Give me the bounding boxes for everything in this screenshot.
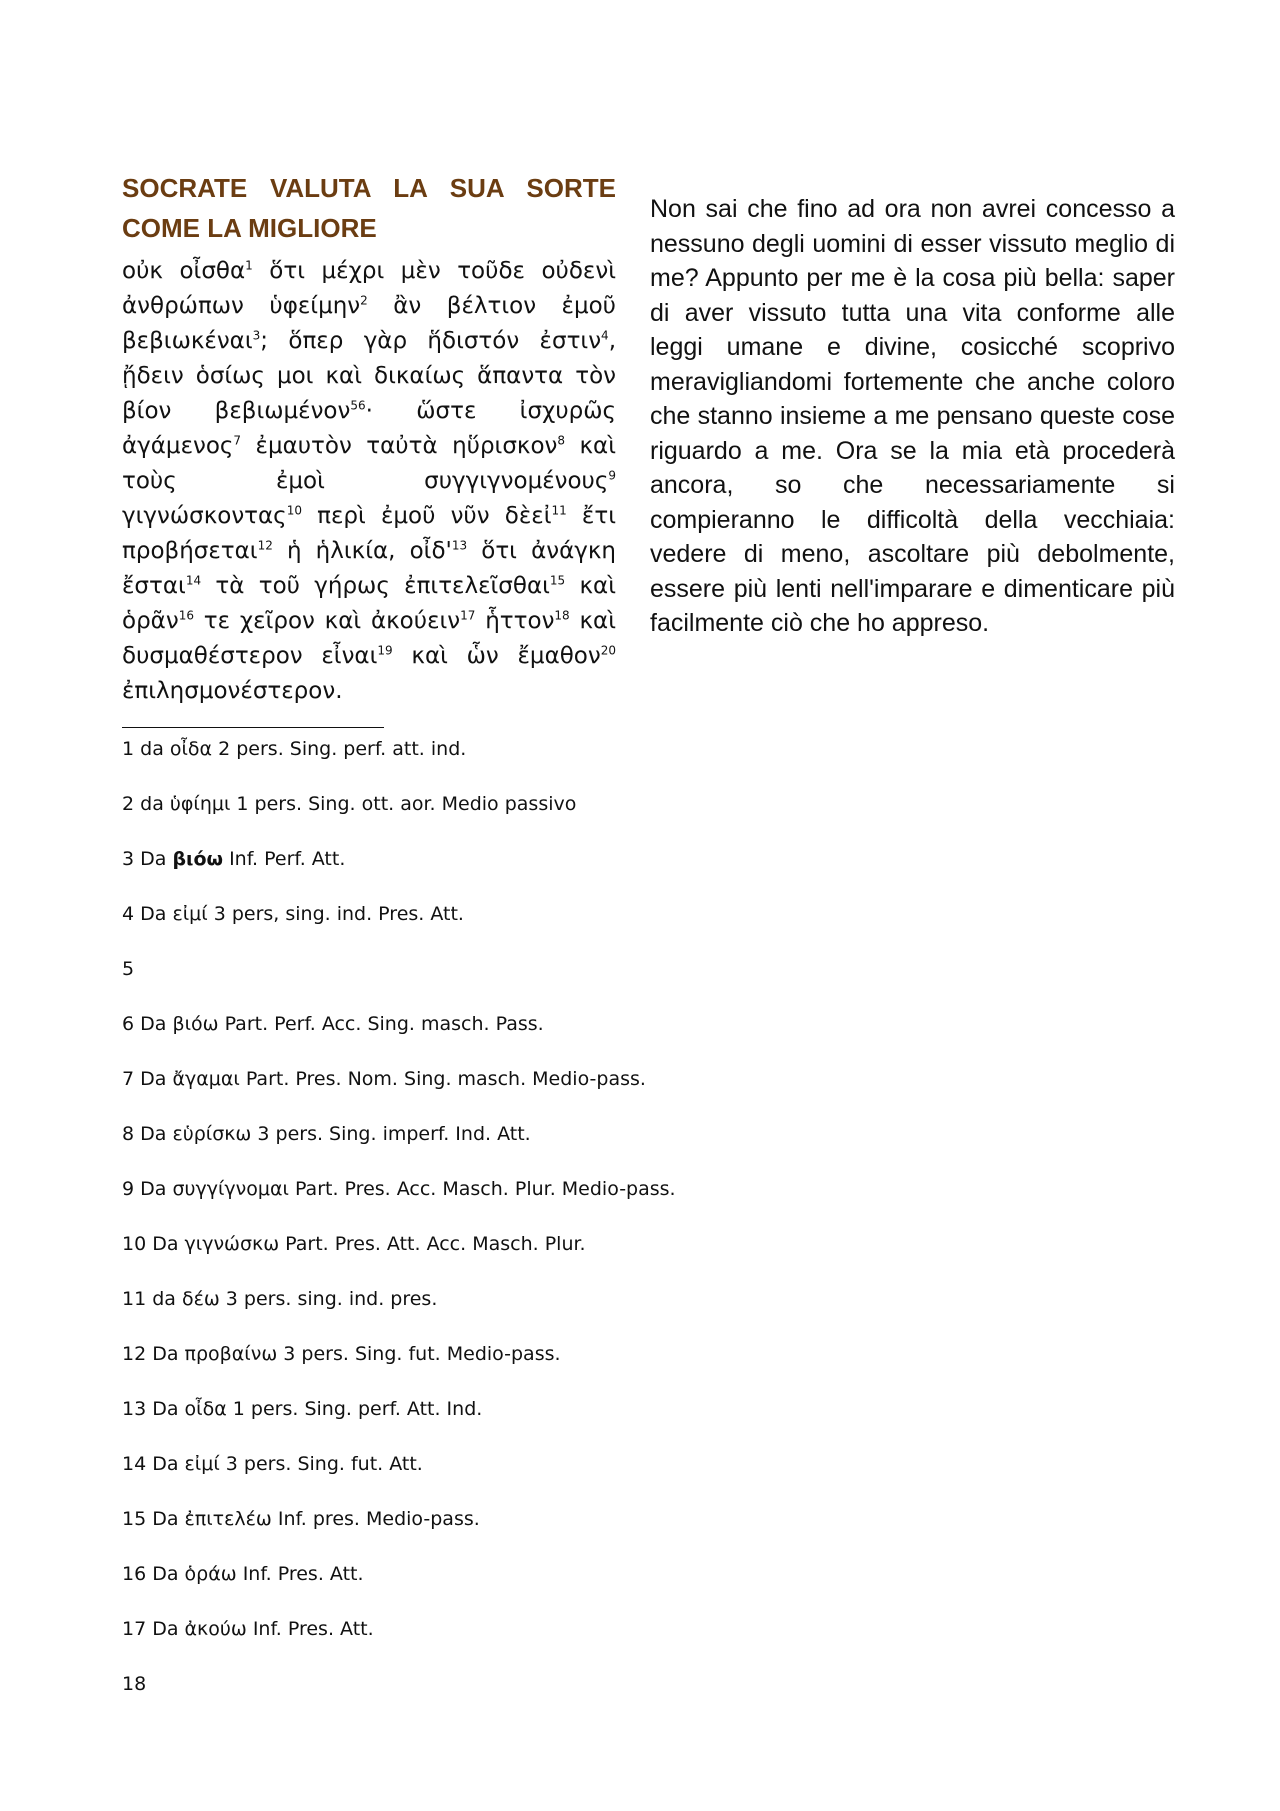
footnote-item: 16 Da ὁράω Inf. Pres. Att. xyxy=(122,1563,364,1585)
greek-segment: ἐπιλησμονέστερον. xyxy=(122,678,343,704)
footnote-item: 6 Da βιόω Part. Perf. Acc. Sing. masch. Pass. xyxy=(122,1013,544,1035)
footnote-separator xyxy=(122,727,384,728)
footnote-marker: 14 xyxy=(185,573,202,588)
greek-segment: ὅτι μέχρι μὲν τοῦδε οὐδενὶ ἀνθρώπων ὑφείμην xyxy=(122,258,616,319)
footnote-marker: 56 xyxy=(350,398,366,413)
greek-column xyxy=(122,168,616,709)
footnote-marker: 2 xyxy=(360,293,368,308)
footnote-item: 10 Da γιγνώσκω Part. Pres. Att. Acc. Masch. Plur. xyxy=(122,1233,586,1255)
footnote-bold-term: βιόω xyxy=(172,848,224,870)
footnote-item: 11 da δέω 3 pers. sing. ind. pres. xyxy=(122,1288,438,1310)
greek-segment: γιγνώσκοντας xyxy=(122,503,287,529)
greek-text xyxy=(122,254,616,709)
footnote-item: 12 Da προβαίνω 3 pers. Sing. fut. Medio-pass. xyxy=(122,1343,561,1365)
footnote-marker: 13 xyxy=(451,538,468,553)
greek-segment: · ὥστε ἰσχυρῶς ἀγάμενος xyxy=(122,398,616,459)
footnote-marker: 10 xyxy=(286,503,302,518)
footnote-item: 18 xyxy=(122,1673,147,1695)
footnote-item: 17 Da ἀκούω Inf. Pres. Att. xyxy=(122,1618,374,1640)
greek-segment: καὶ δυσμαθέστερον εἶναι xyxy=(122,608,617,669)
greek-segment: ἡ ἡλικία, οἶδ' xyxy=(272,538,452,564)
footnote-prefix: 3 Da xyxy=(122,848,173,870)
greek-segment: ἔτι προβήσεται xyxy=(122,503,616,564)
footnote-marker: 19 xyxy=(377,643,393,658)
greek-segment: τὰ τοῦ γήρως ἐπιτελεῖσθαι xyxy=(201,573,550,599)
greek-segment: καὶ τοὺς ἐμοὶ συγγιγνομένους xyxy=(122,433,616,494)
footnote-marker: 18 xyxy=(554,608,570,623)
italian-translation: Non sai che fino ad ora non avrei concesso a nessuno degli uomini di esser vissuto meglio di me? Appunto per me è la cosa più bella: saper di aver vissuto tutta una vita conforme alle leggi umane e divine, cosicché scoprivo meravigliandomi fortemente che anche coloro che stanno insieme a me pensano queste cose riguardo a me. Ora se la mia età procederà ancora, so che necessariamente si compieranno le difficoltà della vecchiaia: vedere di meno, ascoltare più debolmente, essere più lenti nell'imparare e dimenticare più facilmente ciò che ho appreso. xyxy=(650,195,1175,637)
footnote-marker: 7 xyxy=(233,433,242,448)
footnote-item xyxy=(122,842,1172,897)
greek-segment: οὐκ οἶσθα xyxy=(122,258,246,284)
footnote-item: 13 Da οἶδα 1 pers. Sing. perf. Att. Ind. xyxy=(122,1398,483,1420)
footnote-item: 5 xyxy=(122,958,135,980)
footnote-marker: 12 xyxy=(257,538,273,553)
footnote-marker: 4 xyxy=(601,328,609,343)
footnote-item: 1 da οἶδα 2 pers. Sing. perf. att. ind. xyxy=(122,738,467,760)
italian-column xyxy=(650,192,1175,641)
greek-segment: καὶ ὧν ἔμαθον xyxy=(392,643,601,669)
footnote-item: 4 Da εἰμί 3 pers, sing. ind. Pres. Att. xyxy=(122,903,464,925)
footnote-marker: 9 xyxy=(608,468,616,483)
greek-segment: ; ὅπερ γὰρ ἥδιστόν ἐστιν xyxy=(260,328,602,354)
footnote-marker: 11 xyxy=(551,503,567,518)
greek-segment: περὶ ἐμοῦ νῦν δὲεἰ xyxy=(301,503,552,529)
footnote-marker: 3 xyxy=(252,328,261,343)
greek-segment: ἂν βέλτιον ἐμοῦ βεβιωκέναι xyxy=(122,293,616,354)
footnote-marker: 15 xyxy=(549,573,566,588)
footnote-suffix: Inf. Perf. Att. xyxy=(223,848,346,870)
footnote-marker: 16 xyxy=(178,608,194,623)
footnote-item: 15 Da ἐπιτελέω Inf. pres. Medio-pass. xyxy=(122,1508,480,1530)
footnote-item: 9 Da συγγίγνομαι Part. Pres. Acc. Masch. Plur. Medio-pass. xyxy=(122,1178,676,1200)
footnote-marker: 17 xyxy=(460,608,476,623)
greek-segment: τε χεῖρον καὶ ἀκούειν xyxy=(193,608,461,634)
footnote-marker: 8 xyxy=(557,433,566,448)
footnote-item: 14 Da εἰμί 3 pers. Sing. fut. Att. xyxy=(122,1453,423,1475)
footnote-marker: 20 xyxy=(600,643,616,658)
greek-segment: ὅτι ἀνάγκη ἔσται xyxy=(122,538,616,599)
greek-segment: , ᾔδειν ὁσίως μοι καὶ δικαίως ἅπαντα τὸν βίον βεβιωμένον xyxy=(122,328,616,424)
footnote-item: 8 Da εὑρίσκω 3 pers. Sing. imperf. Ind. Att. xyxy=(122,1123,531,1145)
footnote-marker: 1 xyxy=(245,258,253,273)
greek-segment: ἐμαυτὸν ταὐτὰ ηὕρισκον xyxy=(241,433,558,459)
greek-segment: καὶ ὁρᾶν xyxy=(122,573,617,634)
footnote-item: 2 da ὑφίημι 1 pers. Sing. ott. aor. Medio passivo xyxy=(122,793,577,815)
footnotes xyxy=(122,732,1172,1722)
footnote-item: 7 Da ἄγαμαι Part. Pres. Nom. Sing. masch. Medio-pass. xyxy=(122,1068,646,1090)
section-title: SOCRATE VALUTA LA SUA SORTE COME LA MIGLIORE xyxy=(122,173,616,243)
greek-segment: ἧττον xyxy=(475,608,555,634)
